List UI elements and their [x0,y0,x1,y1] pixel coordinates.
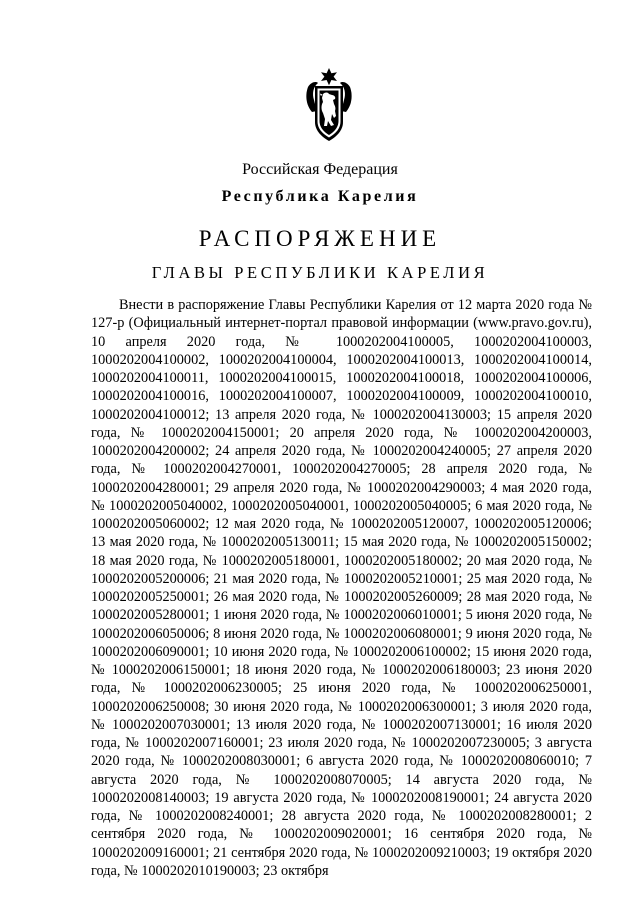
karelia-coat-of-arms-icon [303,68,355,146]
country-name: Российская Федерация [242,161,398,178]
republic-name: Республика Карелия [221,188,419,205]
star-icon [321,68,337,85]
body-paragraph: Внести в распоряжение Главы Республики Карелия от 12 марта 2020 года № 127-р (Официальный интернет-портал правовой информации (www.pravo.gov.ru), 10 апреля 2020 года, № 1000202004100005, 1000202004100003, 1000202004100002, 1000202004100004, 1000202004100013, 1000202004100014, 1000202004100011, 1000202004100015, 1000202004100018, 1000202004100006, 1000202004100016, 1000202004100007, 1000202004100009, 1000202004100010, 1000202004100012; 13 апреля 2020 года, № 1000202004130003; 15 апреля 2020 года, № 1000202004150001; 20 апреля 2020 года, № 1000202004200003, 1000202004200002; 24 апреля 2020 года, № 1000202004240005; 27 апреля 2020 года, № 1000202004270001, 1000202004270005; 28 апреля 2020 года, № 1000202004280001; 29 апреля 2020 года, № 1000202004290003; 4 мая 2020 года, № 1000202005040002, 1000202005040001, 1000202005040005; 6 мая 2020 года, № 1000202005060002; 12 мая 2020 года, № 1000202005120007, 1000202005120006; 13 мая 2020 года, № 1000202005130011; 15 мая 2020 года, № 1000202005150002; 18 мая 2020 года, № 1000202005180001, 1000202005180002; 20 мая 2020 года, № 1000202005200006; 21 мая 2020 года, № 1000202005210001; 25 мая 2020 года, № 1000202005250001; 26 мая 2020 года, № 1000202005260009; 28 мая 2020 года, № 1000202005280001; 1 июня 2020 года, № 1000202006010001; 5 июня 2020 года, № 1000202006050006; 8 июня 2020 года, № 1000202006080001; 9 июня 2020 года, № 1000202006090001; 10 июня 2020 года, № 1000202006100002; 15 июня 2020 года, № 1000202006150001; 18 июня 2020 года, № 1000202006180003; 23 июня 2020 года, № 1000202006230005; 25 июня 2020 года, № 1000202006250001, 1000202006250008; 30 июня 2020 года, № 1000202006300001; 3 июля 2020 года, № 1000202007030001; 13 июля 2020 года, № 1000202007130001; 16 июля 2020 года, № 1000202007160001; 23 июля 2020 года, № 1000202007230005; 3 августа 2020 года, № 1000202008030001; 6 августа 2020 года, № 1000202008060010; 7 августа 2020 года, № 1000202008070005; 14 августа 2020 года, № 1000202008140003; 19 августа 2020 года, № 1000202008190001; 24 августа 2020 года, № 1000202008240001; 28 августа 2020 года, № 1000202008280001; 2 сентября 2020 года, № 1000202009020001; 16 сентября 2020 года, № 1000202009160001; 21 сентября 2020 года, № 1000202009210003; 19 октября 2020 года, № 1000202010190003; 23 октября [91,297,592,879]
issuing-authority: ГЛАВЫ РЕСПУБЛИКИ КАРЕЛИЯ [151,263,489,282]
document-type: РАСПОРЯЖЕНИЕ [198,226,442,251]
